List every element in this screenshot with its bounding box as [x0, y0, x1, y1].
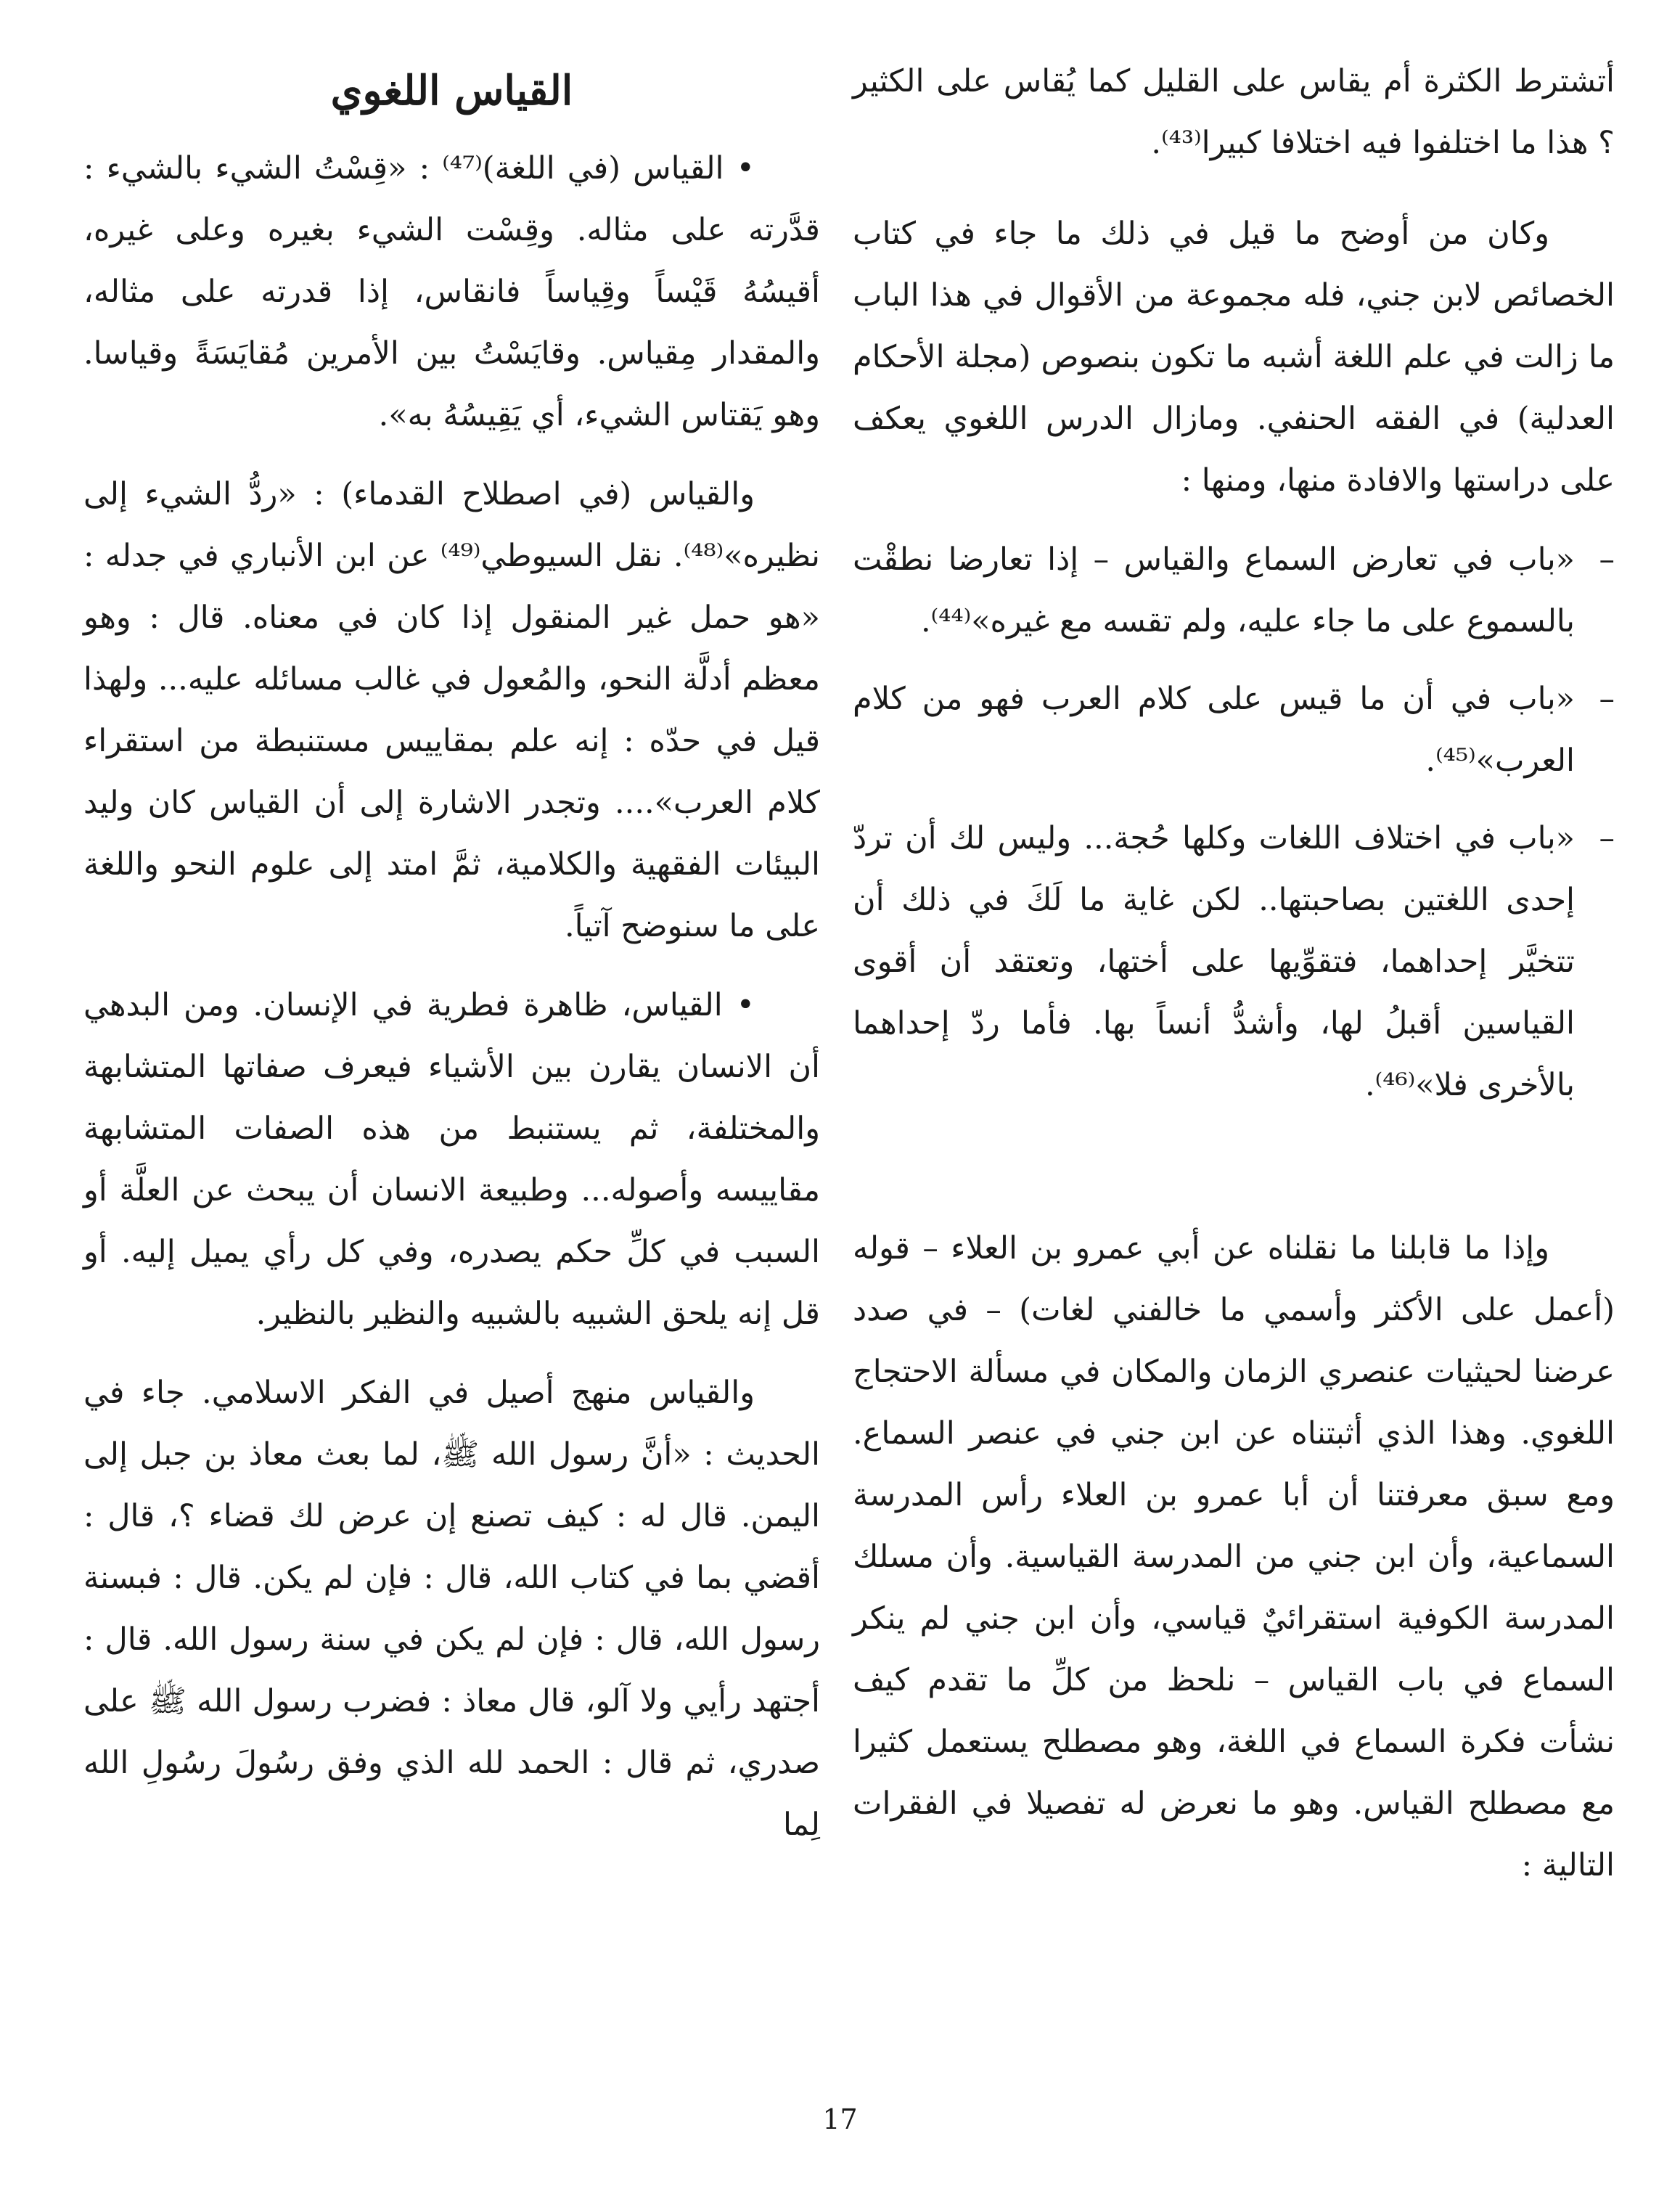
section-heading: القياس اللغوي: [330, 67, 573, 115]
list-item-text: «باب في اختلاف اللغات وكلها حُجة... وليس لك أن تردّ إحدى اللغتين بصاحبتها.. لكن غاية ما لَكَ في ذلك أن تتخيَّر إحداهما، فتقوِّيها على أختها، وتعتقد أن أقوى القياسين أقبلُ لها، وأشدُّ أنساً بها. فأما ردّ إحداهما بالأخرى فلا»⁽⁴⁶⁾.: [853, 820, 1575, 1103]
continued-paragraph: أتشترط الكثرة أم يقاس على القليل كما يُقاس على الكثير ؟ هذا ما اختلفوا فيه اختلافا كبيرا⁽⁴³⁾.: [853, 63, 1615, 161]
list-item: [853, 668, 1615, 792]
list-item-text: «باب في تعارض السماع والقياس – إذا تعارضا نطقْت بالسموع على ما جاء عليه، ولم تقسه مع غيره»⁽⁴⁴⁾.: [853, 541, 1575, 639]
right-column: [853, 51, 1615, 1914]
left-column: [83, 51, 820, 1873]
dash-marker: –: [1599, 820, 1615, 856]
list-item-text: «باب في أن ما قيس على كلام العرب فهو من كلام العرب»⁽⁴⁵⁾.: [853, 681, 1575, 779]
page-number: 17: [822, 2103, 858, 2135]
paragraph-natural-phenomenon: • القياس، ظاهرة فطرية في الإنسان. ومن البدهي أن الانسان يقارن بين الأشياء فيعرف صفاتها المتشابهة والمختلفة، ثم يستنبط من هذه الصفات المتشابهة مقاييسه وأصوله... وطبيعة الانسان أن يبحث عن العلَّة أو السبب في كلِّ حكم يصدره، وفي كل رأي يميل إليه. أو قل إنه يلحق الشبيه بالشبيه والنظير بالنظير.: [83, 987, 820, 1332]
paragraph-ibn-jinni: وكان من أوضح ما قيل في ذلك ما جاء في كتاب الخصائص لابن جني، فله مجموعة من الأقوال في هذا الباب ما زالت في علم اللغة أشبه ما تكون بنصوص (مجلة الأحكام العدلية) في الفقه الحنفي. ومازال الدرس اللغوي يعكف على دراستها والافادة منها، ومنها :: [853, 216, 1615, 499]
chapter-quotes-list: [853, 529, 1615, 1116]
paragraph-definition-language: • القياس (في اللغة)⁽⁴⁷⁾ : «قِسْتُ الشيء بالشيء : قدَّرته على مثاله. وقِسْت الشيء بغيره وعلى غيره، أقيسُهُ قَيْساً وقِياساً فانقاس، إذا قدرته على مثاله، والمقدار مِقياس. وقايَسْتُ بين الأمرين مُقايَسَةً وقياسا. وهو يَقتاس الشيء، أي يَقِيسُهُ به».: [83, 150, 820, 433]
paragraph-definition-term: والقياس (في اصطلاح القدماء) : «ردُّ الشيء إلى نظيره»⁽⁴⁸⁾. نقل السيوطي⁽⁴⁹⁾ عن ابن الأنباري في جدله : «هو حمل غير المنقول إذا كان في معناه. قال : وهو معظم أدلَّة النحو، والمُعول في غالب مسائله عليه... ولهذا قيل في حدّه : إنه علم بمقاييس مستنبطة من استقراء كلام العرب».... وتجدر الاشارة إلى أن القياس كان وليد البيئات الفقهية والكلامية، ثمَّ امتد إلى علوم النحو واللغة على ما سنوضح آتياً.: [83, 476, 820, 944]
paragraph-comparison: وإذا ما قابلنا ما نقلناه عن أبي عمرو بن العلاء – قوله (أعمل على الأكثر وأسمي ما خالفني لغات) – في صدد عرضنا لحيثيات عنصري الزمان والمكان في مسألة الاحتجاج اللغوي. وهذا الذي أثبتناه عن ابن جني في عنصر السماع. ومع سبق معرفتنا أن أبا عمرو بن العلاء رأس المدرسة السماعية، وأن ابن جني من المدرسة القياسية. وأن مسلك المدرسة الكوفية استقرائيٌ قياسي، وأن ابن جني لم ينكر السماع في باب القياس – نلحظ من كلِّ ما تقدم كيف نشأت فكرة السماع في اللغة، وهو مصطلح يستعمل كثيرا مع مصطلح القياس. وهو ما نعرض له تفصيلا في الفقرات التالية :: [853, 1230, 1615, 1883]
dash-marker: –: [1599, 541, 1615, 578]
list-item: [853, 808, 1615, 1116]
list-item: [853, 529, 1615, 652]
dash-marker: –: [1599, 681, 1615, 717]
paragraph-islamic-thought: والقياس منهج أصيل في الفكر الاسلامي. جاء في الحديث : «أنَّ رسول الله ﷺ، لما بعث معاذ بن جبل إلى اليمن. قال له : كيف تصنع إن عرض لك قضاء ؟، قال : أقضي بما في كتاب الله، قال : فإن لم يكن. قال : فبسنة رسول الله، قال : فإن لم يكن في سنة رسول الله. قال : أجتهد رأيي ولا آلو، قال معاذ : فضرب رسول الله ﷺ على صدري، ثم قال : الحمد لله الذي وفق رسُولَ رسُولِ الله لِما: [83, 1375, 820, 1843]
